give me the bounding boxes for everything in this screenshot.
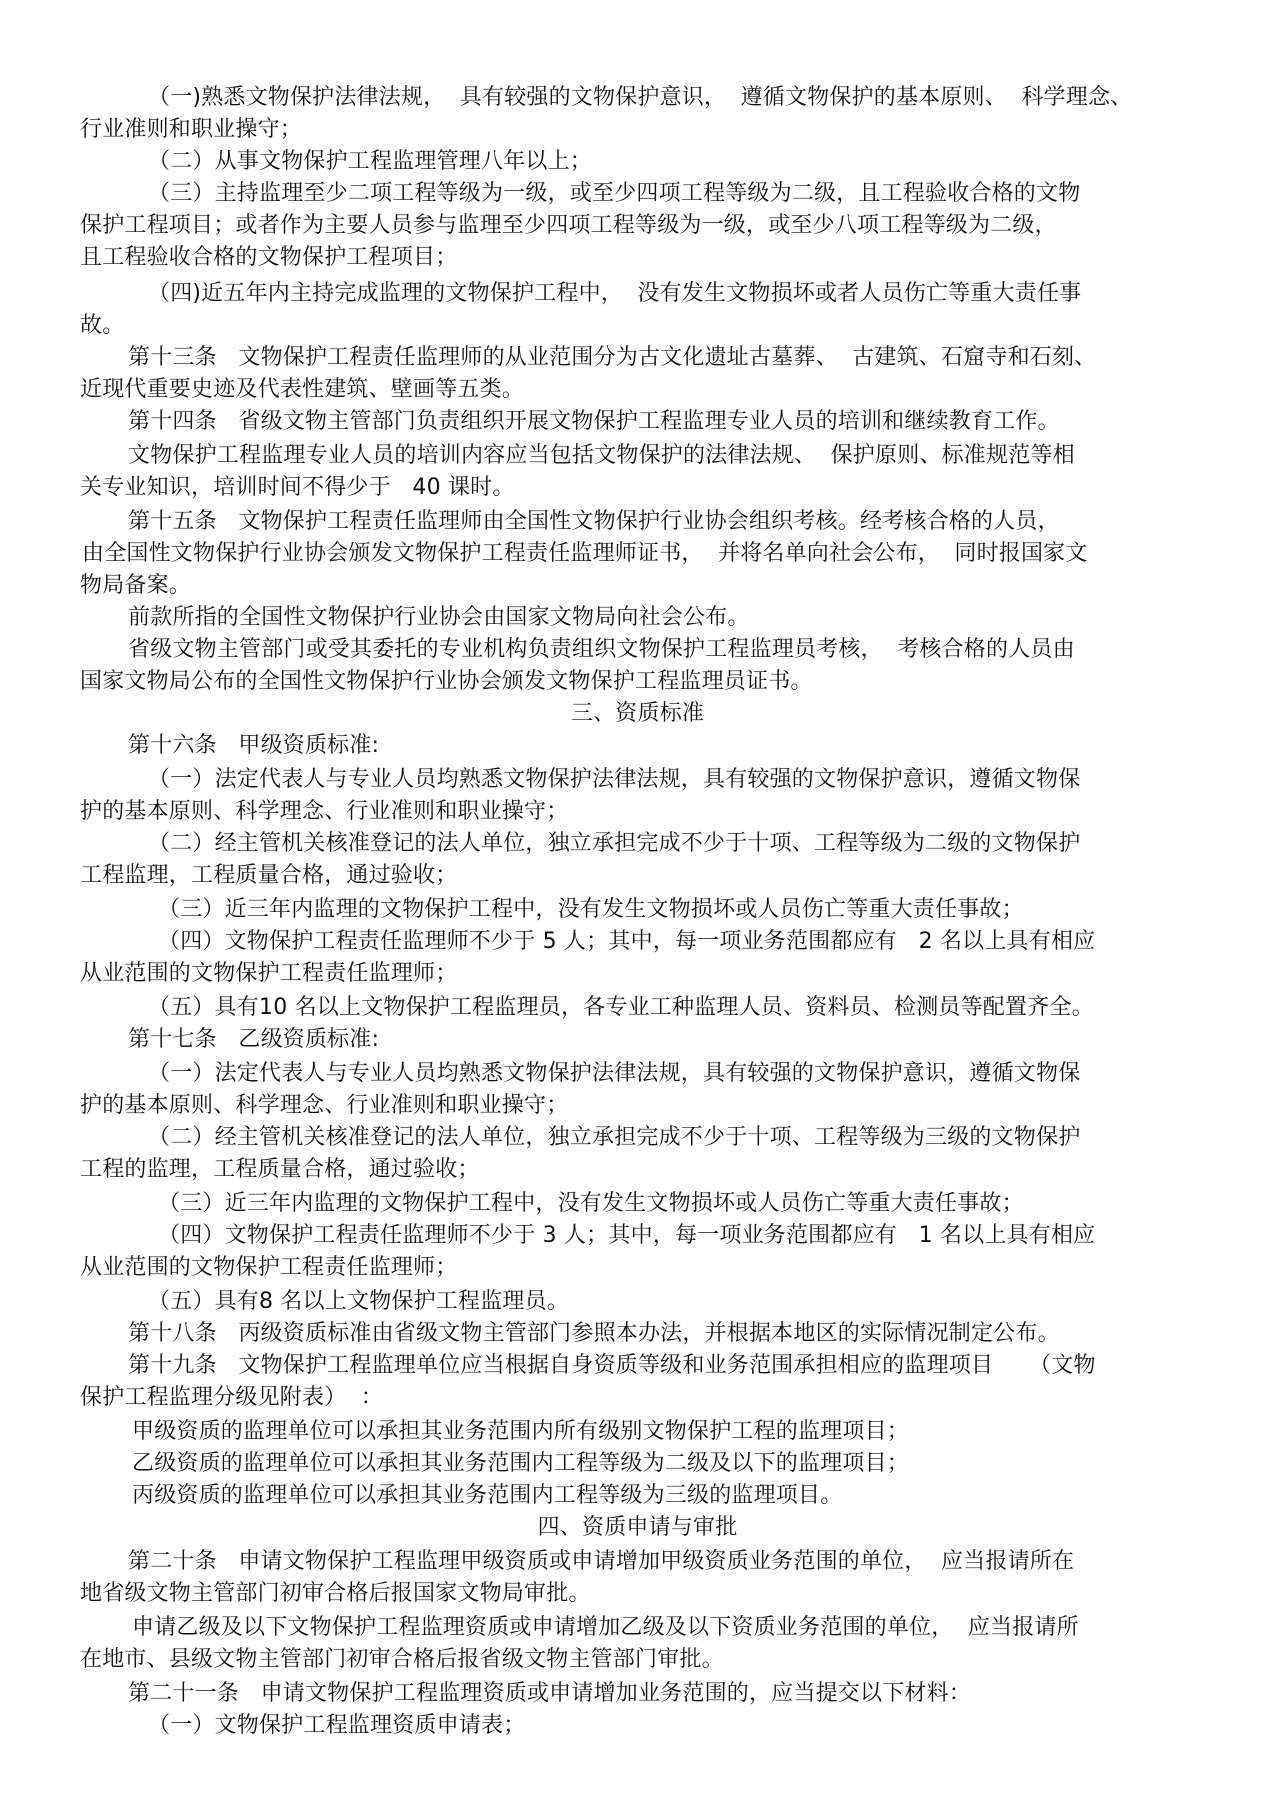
article-line: 第二十条 申请文物保护工程监理甲级资质或申请增加甲级资质业务范围的单位， 应当报请所在 — [128, 1549, 1075, 1574]
text-line: 乙级资质的监理单位可以承担其业务范围内工程等级为二级及以下的监理项目； — [132, 1451, 910, 1476]
text-line: （一）文物保护工程监理资质申请表； — [148, 1713, 526, 1738]
text-line: 前款所指的全国性文物保护行业协会由国家文物局向社会公布。 — [128, 605, 750, 630]
article-line: 第十五条 文物保护工程责任监理师由全国性文物保护行业协会组织考核。经考核合格的人员， — [128, 509, 1060, 534]
text-line: 甲级资质的监理单位可以承担其业务范围内所有级别文物保护工程的监理项目； — [132, 1419, 910, 1444]
text-line: （三）近三年内监理的文物保护工程中，没有发生文物损坏或人员伤亡等重大责任事故； — [158, 897, 1024, 922]
text-line: （一）法定代表人与专业人员均熟悉文物保护法律法规，具有较强的文物保护意识，遵循文物保 — [148, 767, 1081, 792]
article-line: 第十四条 省级文物主管部门负责组织开展文物保护工程监理专业人员的培训和继续教育工作。 — [128, 409, 1060, 434]
text-line: 护的基本原则、科学理念、行业准则和职业操守； — [80, 799, 569, 824]
text-line: 近现代重要史迹及代表性建筑、壁画等五类。 — [80, 377, 525, 402]
text-line: 从业范围的文物保护工程责任监理师； — [80, 961, 458, 986]
text-line: 由全国性文物保护行业协会颁发文物保护工程责任监理师证书， 并将名单向社会公布， 同时报国家文 — [82, 541, 1088, 566]
text-line: （四）文物保护工程责任监理师不少于 3 人；其中，每一项业务范围都应有 1 名以上具有相应 — [158, 1223, 1096, 1248]
text-line: 在地市、县级文物主管部门初审合格后报省级文物主管部门审批。 — [80, 1647, 724, 1672]
article-line: 第十三条 文物保护工程责任监理师的从业范围分为古文化遗址古墓葬、 古建筑、石窟寺和石刻、 — [128, 345, 1097, 370]
text-line: 物局备案。 — [80, 573, 192, 598]
text-line: （五）具有8 名以上文物保护工程监理员。 — [148, 1289, 569, 1314]
text-line: 护的基本原则、科学理念、行业准则和职业操守； — [80, 1093, 569, 1118]
text-line: （四)近五年内主持完成监理的文物保护工程中， 没有发生文物损坏或者人员伤亡等重大责任事 — [148, 281, 1082, 306]
text-line: （四）文物保护工程责任监理师不少于 5 人；其中，每一项业务范围都应有 2 名以上具有相应 — [158, 929, 1096, 954]
text-line: （五）具有10 名以上文物保护工程监理员，各专业工种监理人员、资料员、检测员等配置齐全。 — [148, 995, 1094, 1020]
text-line: 关专业知识，培训时间不得少于 40 课时。 — [80, 475, 515, 500]
text-line: （三）近三年内监理的文物保护工程中，没有发生文物损坏或人员伤亡等重大责任事故； — [158, 1191, 1024, 1216]
text-line: 工程监理，工程质量合格，通过验收； — [80, 863, 458, 888]
article-line: 第十六条 甲级资质标准: — [128, 733, 380, 758]
text-line: 保护工程监理分级见附表） ： — [80, 1385, 383, 1410]
article-line: 第十九条 文物保护工程监理单位应当根据自身资质等级和业务范围承担相应的监理项目 （文物 — [128, 1353, 1096, 1378]
article-line: 第二十一条 申请文物保护工程监理资质或申请增加业务范围的，应当提交以下材料： — [128, 1681, 971, 1706]
text-line: 且工程验收合格的文物保护工程项目； — [80, 245, 458, 270]
article-line: 第十八条 丙级资质标准由省级文物主管部门参照本办法，并根据本地区的实际情况制定公布。 — [128, 1321, 1060, 1346]
text-line: 申请乙级及以下文物保护工程监理资质或申请增加乙级及以下资质业务范围的单位， 应当报请所 — [132, 1615, 1079, 1640]
text-line: 保护工程项目；或者作为主要人员参与监理至少四项工程等级为一级，或至少八项工程等级为二级， — [80, 213, 1057, 238]
text-line: （一)熟悉文物保护法律法规， 具有较强的文物保护意识， 遵循文物保护的基本原则、 科学理念、 — [148, 85, 1133, 110]
text-line: （二）从事文物保护工程监理管理八年以上； — [148, 149, 593, 174]
section-heading: 三、资质标准 — [570, 701, 705, 726]
text-line: （二）经主管机关核准登记的法人单位，独立承担完成不少于十项、工程等级为二级的文物保护 — [148, 831, 1081, 856]
text-line: 丙级资质的监理单位可以承担其业务范围内工程等级为三级的监理项目。 — [132, 1483, 843, 1508]
text-line: 从业范围的文物保护工程责任监理师； — [80, 1255, 458, 1280]
text-line: 工程的监理，工程质量合格，通过验收； — [80, 1157, 480, 1182]
text-line: （三）主持监理至少二项工程等级为一级，或至少四项工程等级为二级，且工程验收合格的文物 — [148, 181, 1081, 206]
article-line: 第十七条 乙级资质标准: — [128, 1027, 380, 1052]
text-line: 国家文物局公布的全国性文物保护行业协会颁发文物保护工程监理员证书。 — [80, 669, 813, 694]
text-line: 地省级文物主管部门初审合格后报国家文物局审批。 — [80, 1581, 591, 1606]
section-heading: 四、资质申请与审批 — [537, 1515, 738, 1540]
text-line: 文物保护工程监理专业人员的培训内容应当包括文物保护的法律法规、 保护原则、标准规范等相 — [128, 443, 1075, 468]
text-line: （一）法定代表人与专业人员均熟悉文物保护法律法规，具有较强的文物保护意识，遵循文物保 — [148, 1061, 1081, 1086]
text-line: 故。 — [80, 313, 125, 338]
text-line: （二）经主管机关核准登记的法人单位，独立承担完成不少于十项、工程等级为三级的文物保护 — [148, 1125, 1081, 1150]
text-line: 省级文物主管部门或受其委托的专业机构负责组织文物保护工程监理员考核， 考核合格的人员由 — [128, 637, 1075, 662]
text-line: 行业准则和职业操守； — [80, 117, 303, 142]
